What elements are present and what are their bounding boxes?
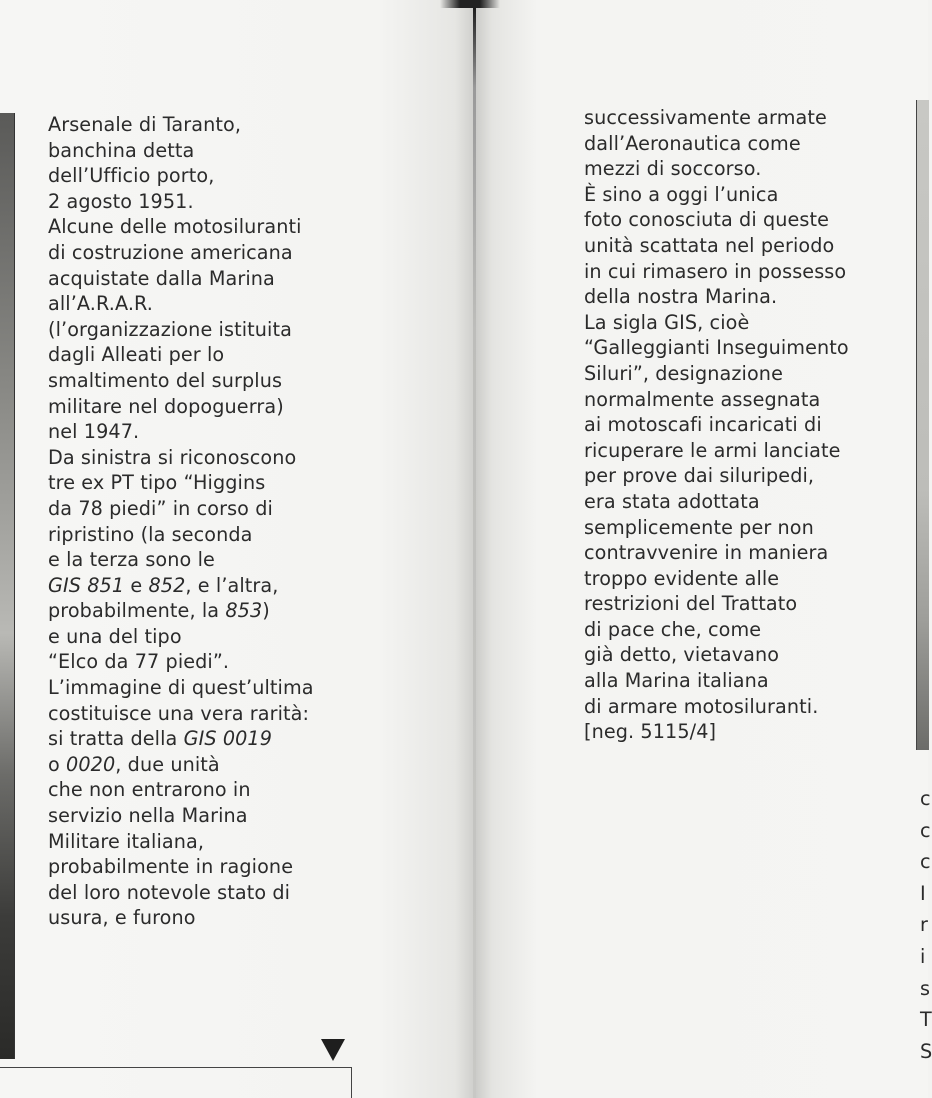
text-segment: alla Marina italiana bbox=[584, 669, 769, 693]
down-triangle-icon bbox=[321, 1039, 345, 1061]
text-segment: dall’Aeronautica come bbox=[584, 131, 801, 155]
caption-line bbox=[584, 668, 849, 694]
text-segment: in cui rimasero in possesso bbox=[584, 259, 847, 283]
text-segment: già detto, vietavano bbox=[584, 643, 780, 667]
caption-line bbox=[584, 540, 849, 566]
caption-line bbox=[584, 361, 849, 387]
caption-line bbox=[48, 573, 314, 599]
caption-line bbox=[48, 547, 314, 573]
caption-line bbox=[48, 880, 314, 906]
text-segment: successivamente armate bbox=[584, 106, 827, 129]
text-segment: contravvenire in maniera bbox=[584, 541, 829, 565]
text-segment: di costruzione americana bbox=[48, 240, 293, 264]
text-segment: ripristino (la seconda bbox=[48, 522, 253, 546]
italic-text-segment: 852 bbox=[148, 573, 186, 597]
cropped-fragment: i bbox=[920, 944, 926, 968]
text-segment: mezzi di soccorso. bbox=[584, 157, 762, 181]
text-segment: e bbox=[124, 573, 149, 597]
caption-line bbox=[48, 445, 314, 471]
text-segment: Alcune delle motosiluranti bbox=[48, 215, 302, 239]
caption-line bbox=[48, 291, 314, 317]
text-segment: che non entrarono in bbox=[48, 778, 251, 802]
cropped-fragment: I bbox=[920, 881, 926, 905]
text-segment: “Elco da 77 piedi”. bbox=[48, 650, 230, 674]
text-segment: si tratta della bbox=[48, 727, 184, 751]
cropped-fragment: c bbox=[920, 787, 931, 810]
text-segment: della nostra Marina. bbox=[584, 285, 778, 309]
text-segment: , e l’altra, bbox=[185, 573, 279, 597]
text-segment: Siluri”, designazione bbox=[584, 361, 783, 385]
text-segment: e una del tipo bbox=[48, 624, 182, 648]
caption-line bbox=[48, 112, 314, 138]
text-segment: da 78 piedi” in corso di bbox=[48, 496, 273, 520]
cropped-fragment: s bbox=[920, 976, 930, 1000]
italic-text-segment: 853 bbox=[225, 599, 263, 623]
caption-line bbox=[584, 438, 849, 464]
cropped-fragment: S bbox=[920, 1039, 932, 1063]
text-segment: costituisce una vera rarità: bbox=[48, 701, 310, 725]
italic-text-segment: 0020 bbox=[66, 752, 116, 776]
caption-line bbox=[48, 803, 314, 829]
caption-line bbox=[584, 489, 849, 515]
caption-line bbox=[48, 470, 314, 496]
text-segment: unità scattata nel periodo bbox=[584, 233, 835, 257]
text-segment: per prove dai siluripedi, bbox=[584, 464, 815, 488]
caption-line bbox=[584, 105, 849, 131]
caption-line bbox=[584, 694, 849, 720]
text-segment: “Galleggianti Inseguimento bbox=[584, 336, 849, 360]
caption-line bbox=[584, 284, 849, 310]
caption-line bbox=[48, 240, 314, 266]
text-segment: troppo evidente alle bbox=[584, 566, 780, 590]
caption-line bbox=[48, 624, 314, 650]
text-segment: nel 1947. bbox=[48, 420, 140, 444]
text-segment: normalmente assegnata bbox=[584, 387, 821, 411]
text-segment: Arsenale di Taranto, bbox=[48, 113, 242, 136]
caption-line bbox=[584, 387, 849, 413]
caption-line bbox=[584, 617, 849, 643]
caption-line bbox=[584, 259, 849, 285]
text-segment: tre ex PT tipo “Higgins bbox=[48, 471, 266, 495]
caption-line bbox=[48, 598, 314, 624]
caption-line bbox=[584, 131, 849, 157]
text-segment: Militare italiana, bbox=[48, 829, 205, 853]
caption-line bbox=[584, 233, 849, 259]
caption-line bbox=[584, 515, 849, 541]
text-segment: (l’organizzazione istituita bbox=[48, 317, 292, 341]
photo-fragment-right bbox=[916, 100, 929, 750]
caption-line bbox=[48, 649, 314, 675]
caption-line bbox=[584, 156, 849, 182]
caption-line bbox=[48, 214, 314, 240]
caption-line bbox=[48, 522, 314, 548]
italic-text-segment: GIS 851 bbox=[48, 573, 125, 597]
caption-line bbox=[48, 368, 314, 394]
caption-line bbox=[48, 829, 314, 855]
cropped-fragment: c bbox=[920, 850, 931, 874]
text-segment: usura, e furono bbox=[48, 906, 196, 930]
cropped-fragment: T bbox=[920, 1008, 932, 1032]
text-segment: banchina detta bbox=[48, 138, 195, 162]
text-segment: L’immagine di quest’ultima bbox=[48, 676, 314, 700]
caption-line bbox=[584, 463, 849, 489]
text-segment: del loro notevole stato di bbox=[48, 880, 291, 904]
cropped-text-fragments bbox=[920, 783, 932, 1067]
caption-right-column bbox=[584, 105, 849, 745]
text-segment: È sino a oggi l’unica bbox=[584, 182, 779, 206]
text-segment: 2 agosto 1951. bbox=[48, 189, 194, 213]
spine-shadow bbox=[440, 0, 500, 8]
cropped-fragment: r bbox=[920, 913, 928, 937]
text-segment: La sigla GIS, cioè bbox=[584, 310, 750, 334]
text-segment: Da sinistra si riconoscono bbox=[48, 445, 297, 469]
text-segment: di pace che, come bbox=[584, 617, 762, 641]
caption-line bbox=[48, 496, 314, 522]
text-segment: o bbox=[48, 752, 67, 776]
text-segment: dell’Ufficio porto, bbox=[48, 164, 215, 188]
cropped-fragment: c bbox=[920, 818, 931, 842]
text-segment: restrizioni del Trattato bbox=[584, 592, 798, 616]
text-segment: acquistate dalla Marina bbox=[48, 266, 275, 290]
caption-line bbox=[584, 207, 849, 233]
caption-line bbox=[584, 310, 849, 336]
caption-line bbox=[48, 854, 314, 880]
text-segment: [neg. 5115/4] bbox=[584, 720, 717, 744]
caption-line bbox=[48, 419, 314, 445]
text-segment: dagli Alleati per lo bbox=[48, 343, 225, 367]
text-segment: e la terza sono le bbox=[48, 548, 215, 572]
caption-line bbox=[48, 266, 314, 292]
caption-line bbox=[48, 138, 314, 164]
caption-line bbox=[584, 719, 849, 745]
book-gutter bbox=[473, 0, 476, 1098]
text-segment: ai motoscafi incaricati di bbox=[584, 413, 822, 437]
caption-line bbox=[48, 701, 314, 727]
caption-line bbox=[584, 566, 849, 592]
caption-line bbox=[584, 591, 849, 617]
text-segment: semplicemente per non bbox=[584, 515, 814, 539]
text-segment: smaltimento del surplus bbox=[48, 368, 283, 392]
caption-line bbox=[48, 726, 314, 752]
caption-line bbox=[48, 905, 314, 931]
frame-border-right bbox=[351, 1067, 352, 1098]
text-segment: era stata adottata bbox=[584, 489, 760, 513]
caption-line bbox=[48, 163, 314, 189]
caption-left-column bbox=[48, 112, 314, 931]
caption-line bbox=[48, 752, 314, 778]
caption-line bbox=[48, 189, 314, 215]
text-segment: militare nel dopoguerra) bbox=[48, 394, 284, 418]
text-segment: di armare motosiluranti. bbox=[584, 694, 819, 718]
photo-fragment-left bbox=[0, 113, 15, 1059]
caption-line bbox=[48, 342, 314, 368]
frame-border-bottom bbox=[0, 1067, 352, 1068]
caption-line bbox=[584, 412, 849, 438]
text-segment: , due unità bbox=[115, 752, 220, 776]
caption-line bbox=[48, 394, 314, 420]
text-segment: foto conosciuta di queste bbox=[584, 208, 830, 232]
caption-line bbox=[48, 777, 314, 803]
caption-line bbox=[48, 317, 314, 343]
text-segment: all’A.R.A.R. bbox=[48, 292, 153, 316]
caption-line bbox=[584, 335, 849, 361]
text-segment: ricuperare le armi lanciate bbox=[584, 438, 841, 462]
italic-text-segment: GIS 0019 bbox=[183, 727, 273, 751]
text-segment: ) bbox=[262, 599, 270, 623]
text-segment: servizio nella Marina bbox=[48, 804, 248, 828]
text-segment: probabilmente, la bbox=[48, 599, 226, 623]
text-segment: probabilmente in ragione bbox=[48, 855, 294, 879]
caption-line bbox=[48, 675, 314, 701]
caption-line bbox=[584, 182, 849, 208]
caption-line bbox=[584, 642, 849, 668]
